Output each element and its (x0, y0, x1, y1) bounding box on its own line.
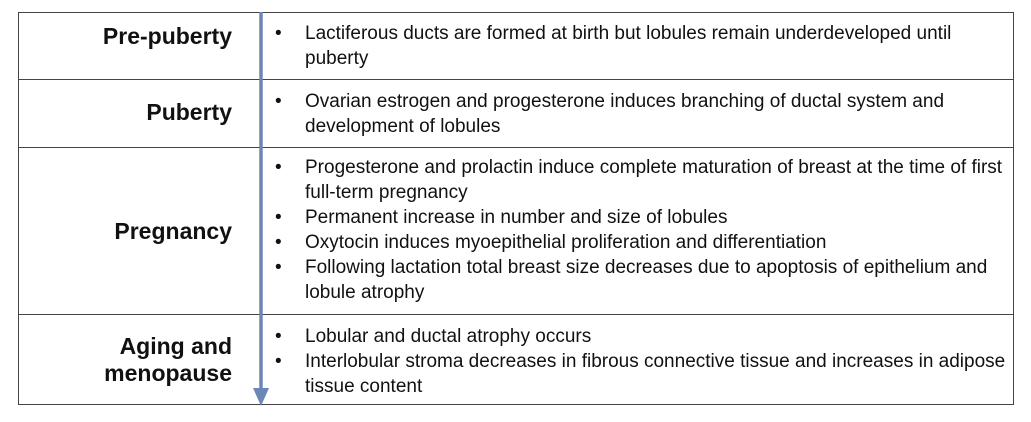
stage-label-puberty: Puberty (146, 99, 232, 125)
stage-label-line-1: Aging and (119, 333, 232, 359)
timeline-arrowhead (253, 388, 269, 406)
table-row-pre-puberty (19, 13, 1013, 79)
stage-description-aging-menopause (271, 324, 1007, 399)
list-item: • Oxytocin induces myoepithelial proliferation and differentiation (271, 230, 1007, 255)
list-item: • Lobular and ductal atrophy occurs (271, 324, 1007, 349)
list-item: • Permanent increase in number and size of lobules (271, 205, 1007, 230)
table-row-aging-menopause (19, 314, 1013, 403)
list-item: • Ovarian estrogen and progesterone induces branching of ductal system and development of lobules (271, 89, 1007, 139)
stage-description-pregnancy (271, 155, 1007, 305)
stage-label-pre-puberty: Pre-puberty (102, 23, 232, 49)
stage-description-pre-puberty (271, 21, 1007, 71)
list-item: • Lactiferous ducts are formed at birth but lobules remain underdeveloped until puberty (271, 21, 1007, 71)
stage-label-line-2: menopause (104, 360, 232, 386)
stage-description-puberty (271, 89, 1007, 139)
breast-development-table (18, 12, 1014, 405)
table-row-puberty (19, 79, 1013, 147)
stage-label-pregnancy: Pregnancy (114, 218, 232, 244)
list-item: • Interlobular stroma decreases in fibrous connective tissue and increases in adipose tissue content (271, 349, 1007, 399)
list-item: • Following lactation total breast size decreases due to apoptosis of epithelium and lobule atrophy (271, 255, 1007, 305)
list-item: • Progesterone and prolactin induce complete maturation of breast at the time of first full-term pregnancy (271, 155, 1007, 205)
down-arrow-icon (253, 12, 269, 408)
table-row-pregnancy (19, 147, 1013, 314)
stage-label-aging-menopause (19, 333, 232, 387)
